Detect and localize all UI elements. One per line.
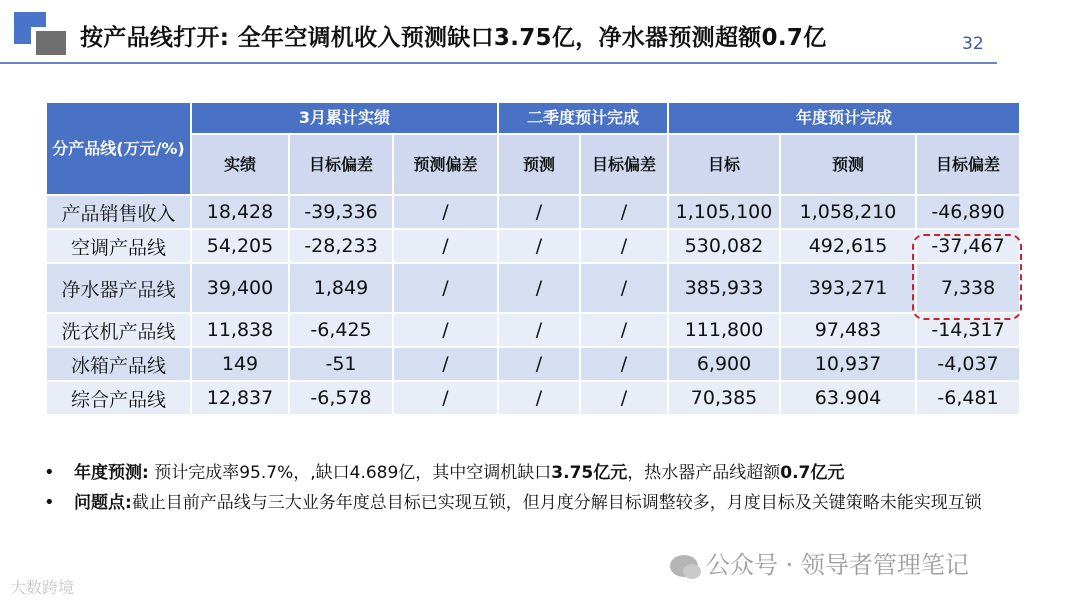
table-cell: / <box>580 313 668 347</box>
table-cell: 1,058,210 <box>780 195 916 229</box>
corner-watermark: 大数跨境 <box>10 578 75 597</box>
table-cell: 385,933 <box>668 263 780 313</box>
note-issue <box>44 488 1034 518</box>
table-cell: 1,849 <box>289 263 393 313</box>
table-cell: -6,578 <box>289 381 393 415</box>
table-cell: 39,400 <box>191 263 289 313</box>
table-cell: -6,481 <box>916 381 1020 415</box>
row-label: 产品销售收入 <box>46 195 191 229</box>
logo-square-gray <box>36 31 66 55</box>
subheader-annual-forecast: 预测 <box>780 134 916 195</box>
group-header-q2: 二季度预计完成 <box>498 102 668 134</box>
subheader-target-deviation: 目标偏差 <box>289 134 393 195</box>
table-cell: 54,205 <box>191 229 289 263</box>
table-cell: -37,467 <box>916 229 1020 263</box>
table-cell: 393,271 <box>780 263 916 313</box>
table-cell: / <box>580 263 668 313</box>
table-cell: 10,937 <box>780 347 916 381</box>
table-cell: -51 <box>289 347 393 381</box>
note-label: 年度预测: <box>74 463 149 483</box>
table-cell: -46,890 <box>916 195 1020 229</box>
table-cell: / <box>580 229 668 263</box>
row-label: 冰箱产品线 <box>46 347 191 381</box>
table-cell: 149 <box>191 347 289 381</box>
table-cell: 1,105,100 <box>668 195 780 229</box>
table-cell: 7,338 <box>916 263 1020 313</box>
table-cell: / <box>498 229 580 263</box>
note-text: ，热水器产品线超额 <box>627 463 781 483</box>
note-text: 预计完成率95.7%，,缺口4.689亿，其中空调机缺口 <box>148 463 552 483</box>
table-cell: 97,483 <box>780 313 916 347</box>
note-text: 截止目前产品线与三大业务年度总目标已实现互锁，但月度分解目标调整较多，月度目标及关键策略未能实现互锁 <box>131 493 982 513</box>
notes-list <box>44 458 1034 518</box>
subheader-forecast-deviation: 预测偏差 <box>393 134 498 195</box>
table-cell: / <box>498 263 580 313</box>
table-row <box>46 313 1020 347</box>
table-row <box>46 381 1020 415</box>
table-cell: / <box>498 195 580 229</box>
bullet-icon: • <box>44 462 55 483</box>
table-cell: 111,800 <box>668 313 780 347</box>
table-row <box>46 229 1020 263</box>
table-cell: / <box>580 381 668 415</box>
table-cell: 530,082 <box>668 229 780 263</box>
table-cell: / <box>393 195 498 229</box>
table-cell: -14,317 <box>916 313 1020 347</box>
table-cell: / <box>393 381 498 415</box>
subheader-q2-forecast: 预测 <box>498 134 580 195</box>
subheader-annual-target: 目标 <box>668 134 780 195</box>
table-cell: 11,838 <box>191 313 289 347</box>
wechat-watermark <box>670 545 969 580</box>
row-label: 洗衣机产品线 <box>46 313 191 347</box>
subheader-q2-target-deviation: 目标偏差 <box>580 134 668 195</box>
product-line-table <box>45 101 1021 416</box>
table-cell: / <box>498 347 580 381</box>
table-cell: -4,037 <box>916 347 1020 381</box>
watermark-text: 公众号 · 领导者管理笔记 <box>706 551 969 579</box>
table-cell: 12,837 <box>191 381 289 415</box>
table-cell: -6,425 <box>289 313 393 347</box>
note-annual-forecast <box>44 458 1034 488</box>
title-divider <box>0 62 997 64</box>
note-bold-value: 0.7亿元 <box>780 463 845 483</box>
page-number: 32 <box>962 34 984 54</box>
table-cell: / <box>580 347 668 381</box>
table-row <box>46 347 1020 381</box>
note-label: 问题点: <box>74 493 132 513</box>
table-cell: 70,385 <box>668 381 780 415</box>
table-cell: -28,233 <box>289 229 393 263</box>
row-label: 综合产品线 <box>46 381 191 415</box>
row-label: 空调产品线 <box>46 229 191 263</box>
table-cell: 492,615 <box>780 229 916 263</box>
wechat-icon <box>670 555 698 577</box>
table-cell: 18,428 <box>191 195 289 229</box>
bullet-icon: • <box>44 492 55 513</box>
table-cell: -39,336 <box>289 195 393 229</box>
table-cell: / <box>393 229 498 263</box>
highlight-dashed-box <box>912 234 1022 320</box>
table-cell: / <box>498 381 580 415</box>
table-row <box>46 195 1020 229</box>
table-cell: / <box>393 263 498 313</box>
table-cell: / <box>393 347 498 381</box>
group-header-annual: 年度预计完成 <box>668 102 1020 134</box>
corner-header: 分产品线(万元/%) <box>46 102 191 195</box>
subheader-annual-target-deviation: 目标偏差 <box>916 134 1020 195</box>
table-cell: / <box>393 313 498 347</box>
table-cell: / <box>498 313 580 347</box>
group-header-march: 3月累计实绩 <box>191 102 498 134</box>
subheader-actual: 实绩 <box>191 134 289 195</box>
slide-title: 按产品线打开: 全年空调机收入预测缺口3.75亿，净水器预测超额0.7亿 <box>80 25 827 51</box>
row-label: 净水器产品线 <box>46 263 191 313</box>
table-cell: / <box>580 195 668 229</box>
table-cell: 63.904 <box>780 381 916 415</box>
table-row <box>46 263 1020 313</box>
table-cell: 6,900 <box>668 347 780 381</box>
note-bold-value: 3.75亿元 <box>551 463 628 483</box>
